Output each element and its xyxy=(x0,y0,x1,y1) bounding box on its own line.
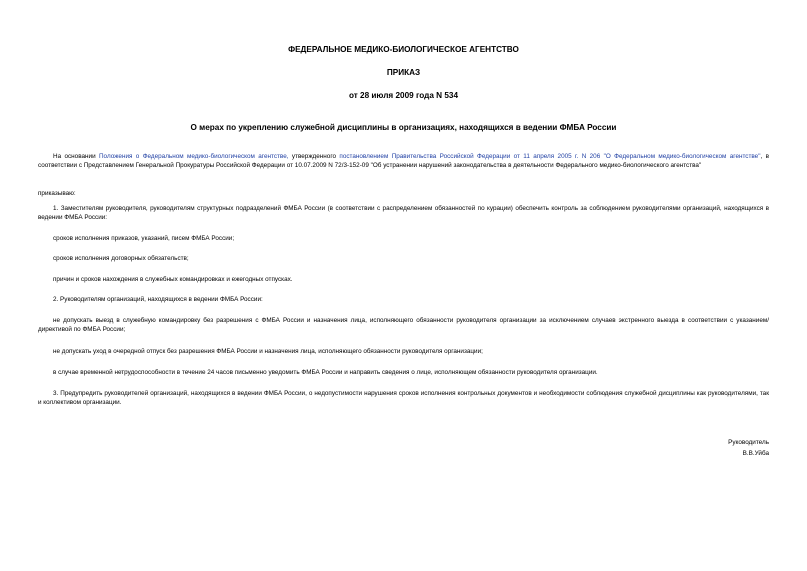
resolution-link[interactable]: постановлением Правительства Российской Федерации от 11 апреля 2005 г. N 206 "О Федеральном медико-биологическом агентстве" xyxy=(339,153,761,160)
agency-name: ФЕДЕРАЛЬНОЕ МЕДИКО-БИОЛОГИЧЕСКОЕ АГЕНТСТВО xyxy=(288,45,519,54)
item-1-c: причин и сроков нахождения в служебных командировках и ежегодных отпусках. xyxy=(53,276,293,283)
document-type: ПРИКАЗ xyxy=(386,68,421,77)
preamble-text-3: , в соответствии с Представлением Генеральной Прокуратуры Российской Федерации от 10.07.2009 N 72/3-152-09 "Об устранении нарушений законодательства в деятельности Федерального медико-биологического агентства" xyxy=(38,153,769,169)
preamble-paragraph xyxy=(38,152,769,170)
item-1-b: сроков исполнения договорных обязательств; xyxy=(53,255,189,262)
signature-name: В.В.Уйба xyxy=(742,450,769,457)
preamble-text-1: На основании xyxy=(53,153,99,160)
item-3: 3. Предупредить руководителей организаций, находящихся в ведении ФМБА России, о недопустимости нарушения сроков исполнения контрольных документов и необходимости соблюдения служебной дисциплины как руководителями, так и коллективом организации. xyxy=(38,390,769,406)
preamble-text-2: утвержденного xyxy=(288,153,340,160)
document-date-number: от 28 июля 2009 года N 534 xyxy=(348,91,459,100)
order-word: приказываю: xyxy=(38,190,76,197)
item-2-b: не допускать уход в очередной отпуск без разрешения ФМБА России и назначения лица, исполняющего обязанности руководителя организации; xyxy=(53,348,483,355)
regulation-link[interactable]: Положения о Федеральном медико-биологическом агентстве, xyxy=(99,153,289,160)
item-2: 2. Руководителям организаций, находящихся в ведении ФМБА России: xyxy=(53,296,263,303)
document-title: О мерах по укреплению служебной дисциплины в организациях, находящихся в ведении ФМБА России xyxy=(190,123,617,132)
signature-position: Руководитель xyxy=(728,439,769,446)
item-1: 1. Заместителям руководителя, руководителям структурных подразделений ФМБА России (в соответствии с распределением обязанностей по курации) обеспечить контроль за соблюдением руководителями организаций, находящихся в ведении ФМБА России: xyxy=(38,205,769,221)
item-2-a: не допускать выезд в служебную командировку без разрешения с ФМБА России и назначения лица, исполняющего обязанности руководителя организации за исключением случаев экстренного выезда в соответствии с указанием/директивой по ФМБА России; xyxy=(38,317,769,333)
item-1-a: сроков исполнения приказов, указаний, писем ФМБА России; xyxy=(53,235,235,242)
item-2-c: в случае временной нетрудоспособности в течение 24 часов письменно уведомить ФМБА России и направить сведения о лице, исполняющем обязанности руководителя организации. xyxy=(53,369,598,376)
